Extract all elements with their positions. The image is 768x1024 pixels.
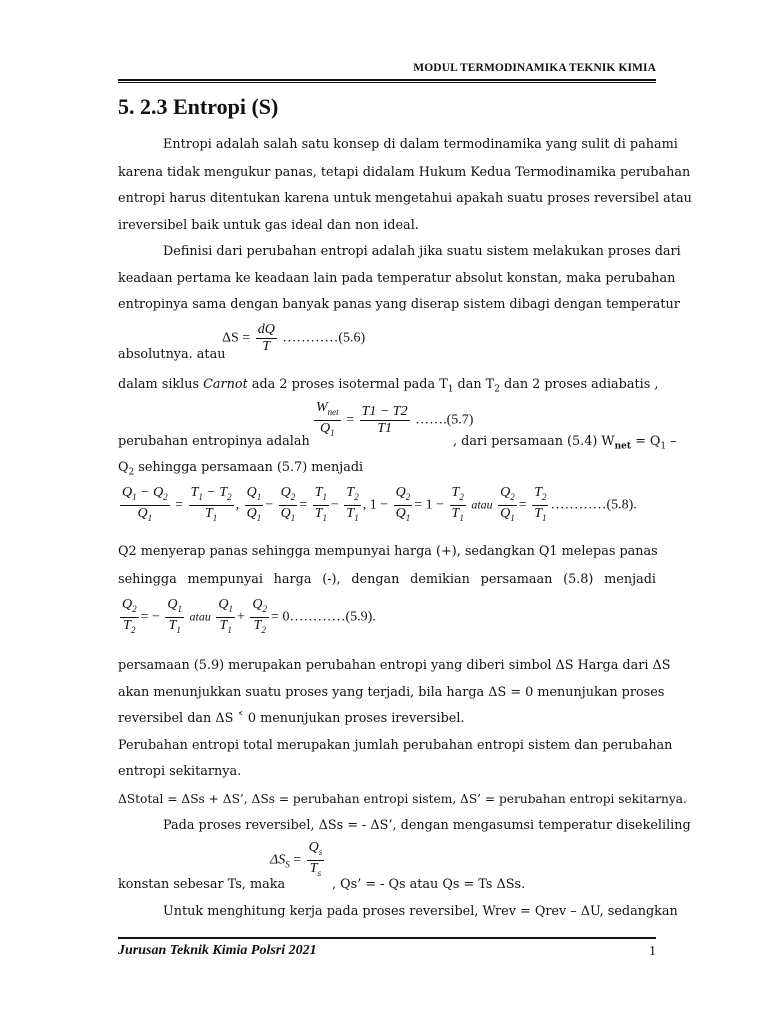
paragraph-line: konstan sebesar Ts, maka [118,877,286,892]
paragraph-line: perubahan entropinya adalah [118,434,310,449]
paragraph-line: ireversibel baik untuk gas ideal dan non ideal. [118,218,419,233]
paragraph-line: sehingga mempunyai harga (-), dengan demikian persamaan (5.8) menjadi [118,572,656,587]
paragraph-line: entropi harus ditentukan karena untuk mengetahui apakah suatu proses reversibel atau [118,191,692,206]
paragraph-line: dalam siklus Carnot ada 2 proses isotermal pada $T_1$ dan $T_2$ dan 2 proses adiabatis , [118,377,659,395]
page-number: 1 [649,944,656,959]
equation-5-7: $\frac{W_{net}}{Q_1}$ = $\frac{T1 - T2}{T1}$ …….(5.7) [316,400,474,438]
header-rule [118,79,656,81]
paragraph-line: Untuk menghitung kerja pada proses reversibel, Wrev = Qrev – ΔU, sedangkan [163,904,678,919]
paragraph-line: entropi sekitarnya. [118,764,242,779]
section-title: 5. 2.3 Entropi (S) [118,94,279,119]
paragraph-line: ΔStotal = ΔSs + ΔS’, ΔSs = perubahan entropi sistem, ΔS’ = perubahan entropi sekitarnya. [118,792,687,806]
paragraph-line: absolutnya. atau [118,347,226,362]
paragraph-line: , Qs’ = - Qs atau Qs = Ts ΔSs. [332,877,526,892]
running-header: MODUL TERMODINAMIKA TEKNIK KIMIA [413,62,656,74]
paragraph-line: persamaan (5.9) merupakan perubahan entropi yang diberi simbol ΔS Harga dari ΔS [118,658,671,673]
equation-delta-s-sys: $\Delta S_S$ = $\frac{Q_s}{T_s}$ [270,840,323,878]
paragraph-line: reversibel dan ΔS ˂ 0 menunjukan proses ireversibel. [118,711,465,726]
paragraph-line: keadaan pertama ke keadaan lain pada temperatur absolut konstan, maka perubahan [118,271,676,286]
equation-5-9: $\frac{Q_2}{T_2}$ = − $\frac{Q_1}{T_1}$ atau $\frac{Q_1}{T_1}$ + $\frac{Q_2}{T_2}$ = 0…………(5.9). [122,597,376,635]
paragraph-line: karena tidak mengukur panas, tetapi didalam Hukum Kedua Termodinamika perubahan [118,165,691,180]
equation-5-8: $\frac{Q_1 - Q_2}{Q_1}$ = $\frac{T_1 - T_2}{T_1}$ , $\frac{Q_1}{Q_1}$ − $\frac{Q_2}{Q_1}$ = $\frac{T_1}{T_1}$ − $\frac{T_2}{T_1}$ , 1 − $\frac{Q_2}{Q_1}$ = 1 − $\frac{T_2}{T_1}$ atau $\frac{Q_2}{Q_1}$ = $\frac{T_2}{T_1}$ …………(5.8). [122,485,637,523]
paragraph-line: Definisi dari perubahan entropi adalah jika suatu sistem melakukan proses dari [163,244,681,259]
header-rule-thin [118,82,656,83]
paragraph-line: akan menunjukkan suatu proses yang terjadi, bila harga ΔS = 0 menunjukan proses [118,685,665,700]
paragraph-line: Q2 menyerap panas sehingga mempunyai harga (+), sedangkan Q1 melepas panas [118,544,658,559]
equation-5-6: ΔS = $\frac{dQ}{T}$ …………(5.6) [222,322,366,354]
footer-rule [118,937,656,939]
paragraph-line: $Q_2$ sehingga persamaan (5.7) menjadi [118,460,364,478]
paragraph-line: entropinya sama dengan banyak panas yang diserap sistem dibagi dengan temperatur [118,297,680,312]
footer-text: Jurusan Teknik Kimia Polsri 2021 [118,943,317,958]
paragraph-line: Perubahan entropi total merupakan jumlah perubahan entropi sistem dan perubahan [118,738,673,753]
paragraph-line: Entropi adalah salah satu konsep di dalam termodinamika yang sulit di pahami [163,137,678,152]
paragraph-line: Pada proses reversibel, ΔSs = - ΔS’, dengan mengasumsi temperatur disekeliling [163,818,691,833]
paragraph-line: , dari persamaan (5.4) $W_{net} = Q_1$ – [453,434,677,452]
